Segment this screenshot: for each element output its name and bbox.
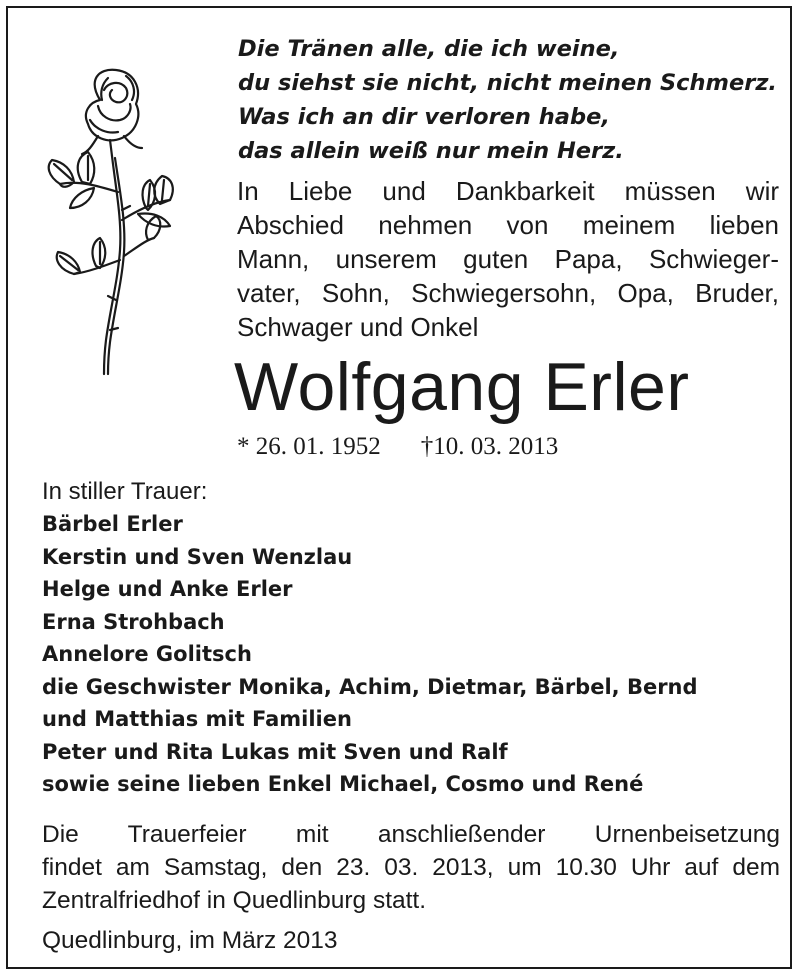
mourner-entry: Peter und Rita Lukas mit Sven und Ralf: [42, 739, 508, 764]
ceremony-line: Zentralfriedhof in Quedlinburg statt.: [42, 887, 427, 914]
ceremony-line: findet am Samstag, den 23. 03. 2013, um 10.30 Uhr auf dem: [42, 854, 780, 881]
mourner-entry: Erna Strohbach: [42, 609, 225, 634]
mourning-label: In stiller Trauer:: [42, 478, 208, 505]
place-date: Quedlinburg, im März 2013: [42, 927, 338, 954]
mourner-entry: Bärbel Erler: [42, 512, 183, 536]
intro-line: Mann, unserem guten Papa, Schwieger-: [237, 244, 779, 274]
poem-line: das allein weiß nur mein Herz.: [238, 138, 624, 164]
ceremony-text: [42, 818, 780, 917]
poem-line: Die Tränen alle, die ich weine,: [238, 36, 620, 62]
death-date: †10. 03. 2013: [420, 433, 559, 460]
intro-line: Schwager und Onkel: [237, 312, 479, 342]
life-dates: [237, 430, 558, 464]
poem: [238, 32, 798, 168]
intro-text: [237, 174, 779, 344]
mourner-entry: Annelore Golitsch: [42, 642, 252, 666]
intro-line: vater, Sohn, Schwiegersohn, Opa, Bruder,: [237, 278, 779, 308]
mourner-entry: Kerstin und Sven Wenzlau: [42, 544, 353, 569]
mourner-entry: sowie seine lieben Enkel Michael, Cosmo und René: [42, 772, 644, 796]
rose-icon: [38, 60, 178, 380]
ceremony-line: Die Trauerfeier mit anschließender Urnenbeisetzung: [42, 821, 780, 848]
mourners-list: [42, 508, 698, 801]
mourner-entry: Helge und Anke Erler: [42, 577, 293, 601]
mourner-entry: und Matthias mit Familien: [42, 707, 352, 731]
mourner-entry: die Geschwister Monika, Achim, Dietmar, Bärbel, Bernd: [42, 674, 698, 699]
deceased-name: Wolfgang Erler: [234, 349, 690, 425]
birth-date: * 26. 01. 1952: [237, 433, 381, 460]
obituary-frame: [6, 6, 792, 969]
intro-line: In Liebe und Dankbarkeit müssen wir: [237, 176, 779, 206]
poem-line: du siehst sie nicht, nicht meinen Schmerz.: [238, 70, 777, 96]
poem-line: Was ich an dir verloren habe,: [238, 104, 610, 130]
intro-line: Abschied nehmen von meinem lieben: [237, 210, 779, 240]
